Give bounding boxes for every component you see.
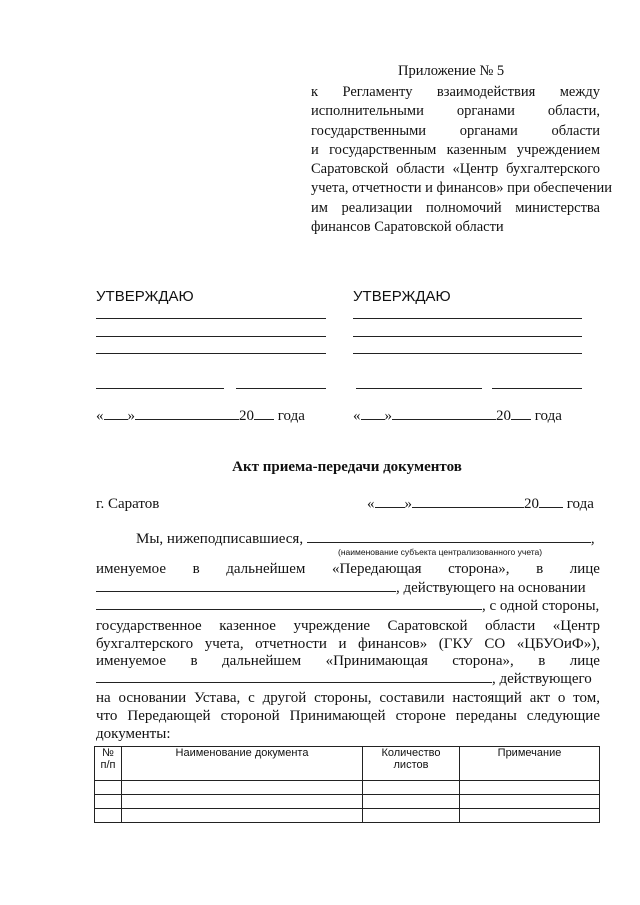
act-date: [367, 496, 594, 513]
date-year-prefix: 20: [496, 408, 511, 424]
table-cell[interactable]: [95, 781, 122, 795]
intro-text: Мы, нижеподписавшиеся,: [136, 531, 304, 547]
col-qty-header: [363, 747, 460, 781]
col-name-header: [122, 747, 363, 781]
word: в: [192, 561, 200, 577]
table-cell[interactable]: [95, 809, 122, 823]
intro-line: [136, 531, 595, 548]
table-cell[interactable]: [460, 809, 600, 823]
date-month-field[interactable]: [392, 419, 496, 420]
named-row: [96, 561, 600, 578]
appendix-line: учета, отчетности и финансов» при обеспечении: [311, 180, 612, 197]
representative-field[interactable]: [96, 591, 396, 592]
table-cell[interactable]: [460, 781, 600, 795]
date-open-quote: «: [96, 408, 104, 424]
date-close-quote: »: [127, 408, 135, 424]
date-close-quote: »: [384, 408, 392, 424]
body-line: государственное казенное учреждение Саратовской области «Центр: [96, 618, 600, 634]
col-name-label: Наименование документа: [175, 747, 309, 759]
word: в: [190, 653, 198, 669]
approve-right-label: УТВЕРЖДАЮ: [353, 288, 451, 305]
approve-left-date: [96, 408, 305, 425]
date-day-field[interactable]: [361, 419, 385, 420]
approve-left-line[interactable]: [96, 318, 326, 319]
word: именуемое: [96, 653, 166, 669]
table-cell[interactable]: [122, 795, 363, 809]
subject-name-hint: (наименование субъекта централизованного учета): [338, 547, 543, 557]
acting-text: , действующего: [492, 671, 592, 687]
table-cell[interactable]: [460, 795, 600, 809]
date-day-field[interactable]: [104, 419, 128, 420]
date-day-field[interactable]: [375, 507, 405, 508]
col-qty-line: Количество: [381, 747, 441, 759]
word: дальнейшем: [226, 561, 306, 577]
body-line: документы:: [96, 726, 171, 742]
act-city: г. Саратов: [96, 496, 160, 512]
word: лице: [569, 561, 600, 577]
col-note-header: [460, 747, 600, 781]
basis-field[interactable]: [96, 609, 482, 610]
appendix-line: исполнительными органами области,: [311, 103, 600, 120]
appendix-line: и государственным казенным учреждением: [311, 141, 600, 158]
word: сторона»,: [452, 653, 514, 669]
approve-left-name-line[interactable]: [236, 388, 326, 389]
date-close-quote: »: [404, 496, 412, 512]
appendix-number: Приложение № 5: [398, 63, 505, 79]
acting-basis-text: , действующего на основании: [396, 580, 586, 596]
table-row[interactable]: [95, 781, 600, 795]
table-cell[interactable]: [122, 781, 363, 795]
col-qty-line: листов: [393, 759, 429, 771]
date-year-prefix: 20: [239, 408, 254, 424]
word: именуемое: [96, 561, 166, 577]
date-month-field[interactable]: [135, 419, 239, 420]
word: лице: [569, 653, 600, 669]
approve-left-line[interactable]: [96, 353, 326, 354]
date-year-prefix: 20: [524, 496, 539, 512]
one-side-text: , с одной стороны,: [482, 598, 600, 614]
documents-table: [94, 746, 600, 823]
word: дальнейшем: [221, 653, 302, 669]
appendix-text: [311, 83, 612, 237]
approve-right-date: [353, 408, 562, 425]
table-cell[interactable]: [363, 795, 460, 809]
table-cell[interactable]: [363, 809, 460, 823]
basis-line: [96, 598, 599, 615]
date-open-quote: «: [367, 496, 375, 512]
appendix-line: финансов Саратовской области: [311, 219, 504, 236]
word: сторона»,: [448, 561, 510, 577]
table-cell[interactable]: [363, 781, 460, 795]
table-row[interactable]: [95, 795, 600, 809]
date-year-word: года: [566, 496, 594, 512]
approve-right-signature-line[interactable]: [356, 388, 482, 389]
appendix-line: к Регламенту взаимодействия между: [311, 84, 600, 100]
appendix-line: государственными органами области: [311, 122, 600, 139]
col-note-label: Примечание: [497, 747, 562, 759]
act-title: Акт приема-передачи документов: [232, 459, 462, 475]
date-year-word: года: [534, 408, 562, 424]
date-year-field[interactable]: [254, 419, 274, 420]
table-cell[interactable]: [122, 809, 363, 823]
date-year-field[interactable]: [539, 507, 563, 508]
approve-right-line[interactable]: [353, 318, 582, 319]
col-number-header: [95, 747, 122, 781]
word: «Передающая: [331, 561, 422, 577]
subject-name-field[interactable]: [307, 542, 591, 543]
intro-comma: ,: [590, 531, 595, 547]
approve-right-line[interactable]: [353, 353, 582, 354]
approve-left-line[interactable]: [96, 336, 326, 337]
word: «Принимающая: [325, 653, 428, 669]
col-number-line: №: [102, 747, 114, 759]
representative-line-2: [96, 671, 592, 688]
word: в: [538, 653, 546, 669]
approve-right-name-line[interactable]: [492, 388, 582, 389]
approve-left-signature-line[interactable]: [96, 388, 224, 389]
representative-field-2[interactable]: [96, 682, 492, 683]
body-line: на основании Устава, с другой стороны, составили настоящий акт о том,: [96, 690, 600, 706]
representative-line: [96, 580, 586, 597]
col-number-line: п/п: [100, 759, 116, 771]
date-year-field[interactable]: [511, 419, 531, 420]
table-header-row: [95, 747, 600, 781]
date-open-quote: «: [353, 408, 361, 424]
date-month-field[interactable]: [412, 507, 524, 508]
appendix-line: им реализации полномочий министерства: [311, 199, 600, 216]
body-line: бухгалтерского учета, отчетности и финансов» (ГКУ СО «ЦБУОиФ»),: [96, 636, 600, 652]
approve-left-label: УТВЕРЖДАЮ: [96, 288, 194, 305]
approve-right-line[interactable]: [353, 336, 582, 337]
word: в: [536, 561, 544, 577]
table-cell[interactable]: [95, 795, 122, 809]
appendix-line: Саратовской области «Центр бухгалтерского: [311, 161, 600, 178]
table-row[interactable]: [95, 809, 600, 823]
named-row-2: [96, 653, 600, 670]
body-line: что Передающей стороной Принимающей стороне переданы следующие: [96, 708, 600, 724]
date-year-word: года: [277, 408, 305, 424]
